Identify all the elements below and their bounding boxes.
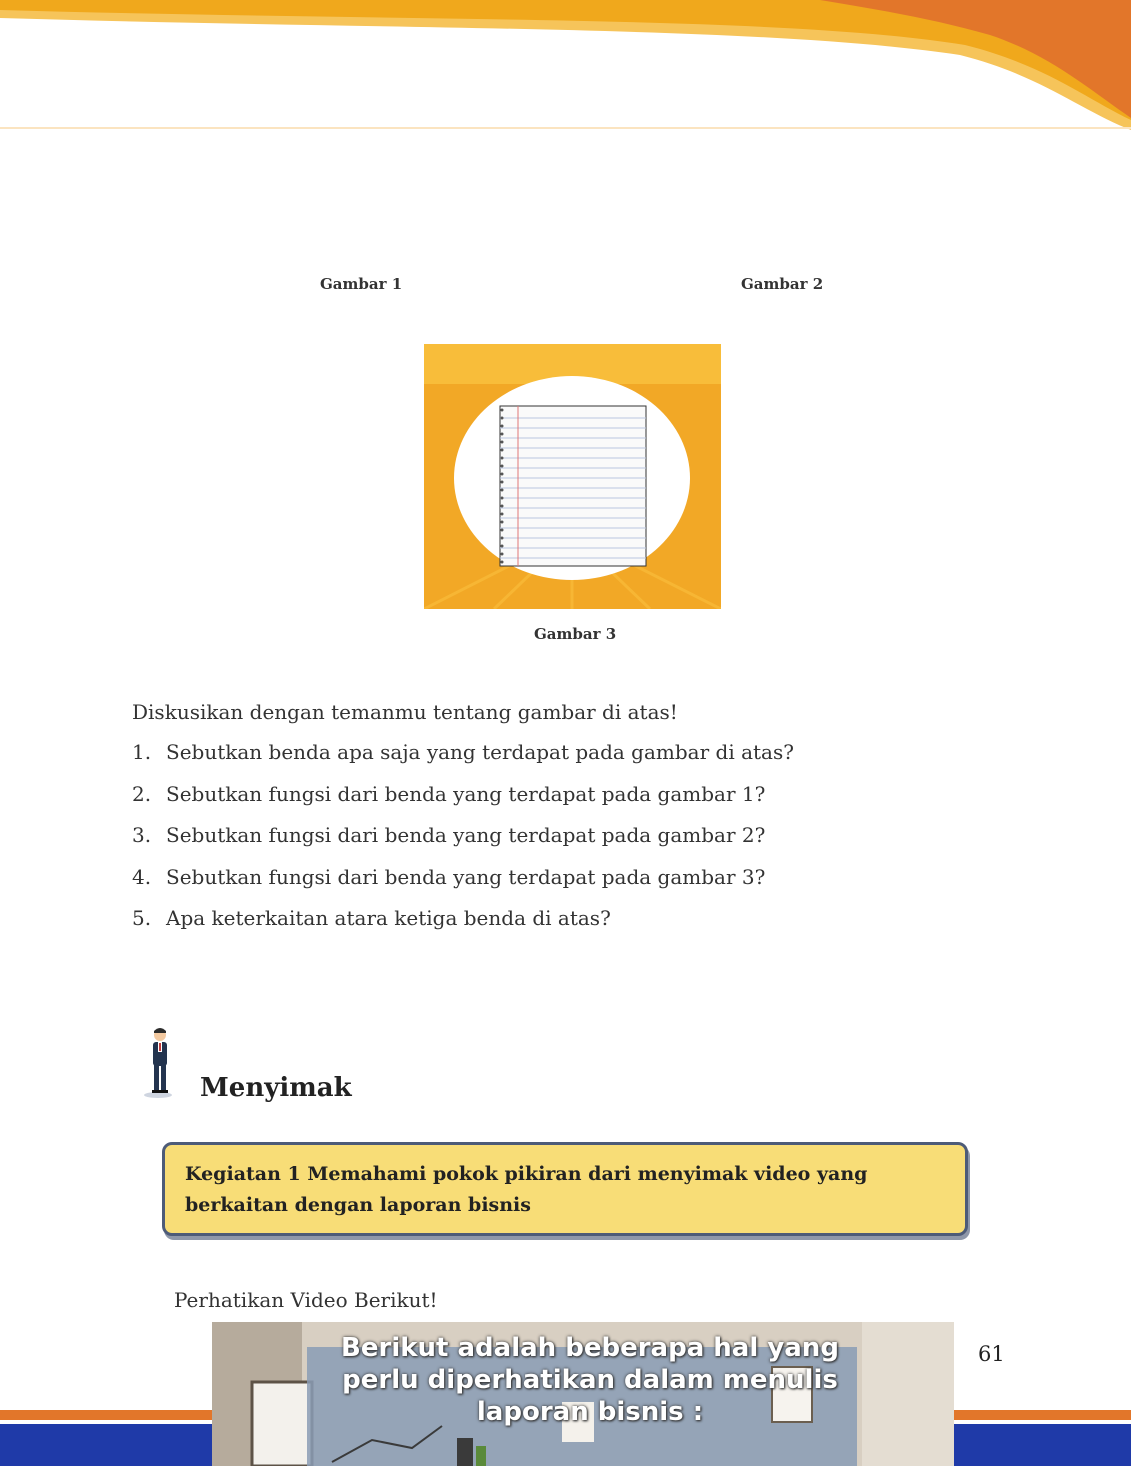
header-swoosh: [0, 0, 1131, 140]
page-number: 61: [978, 1342, 1005, 1366]
question-item: [132, 823, 765, 847]
discussion-intro: Diskusikan dengan temanmu tentang gambar di atas!: [132, 700, 678, 724]
section-title: Menyimak: [200, 1073, 352, 1103]
question-number: 3.: [132, 823, 152, 847]
question-item: [132, 906, 611, 930]
video-caption: [310, 1332, 870, 1428]
video-caption-line: laporan bisnis :: [476, 1397, 704, 1427]
question-item: [132, 740, 794, 764]
question-number: 4.: [132, 865, 152, 889]
businessman-icon: [140, 1025, 180, 1100]
activity-box: [162, 1142, 968, 1236]
question-text: Apa keterkaitan atara ketiga benda di atas?: [166, 906, 611, 930]
gambar3-caption: Gambar 3: [534, 625, 617, 643]
gambar2-caption: Gambar 2: [741, 275, 824, 293]
video-player[interactable]: [212, 1322, 954, 1466]
question-number: 1.: [132, 740, 152, 764]
video-caption-line: Berikut adalah beberapa hal yang: [341, 1333, 839, 1363]
question-number: 5.: [132, 906, 152, 930]
video-caption-line: perlu diperhatikan dalam menulis: [342, 1365, 838, 1395]
question-item: [132, 782, 765, 806]
question-text: Sebutkan fungsi dari benda yang terdapat pada gambar 1?: [166, 782, 766, 806]
question-item: [132, 865, 765, 889]
question-number: 2.: [132, 782, 152, 806]
notebook-paper-illustration: [424, 344, 721, 609]
question-text: Sebutkan fungsi dari benda yang terdapat pada gambar 2?: [166, 823, 766, 847]
activity-title: Kegiatan 1 Memahami pokok pikiran dari menyimak video yang berkaitan dengan laporan bisnis: [185, 1163, 868, 1216]
question-text: Sebutkan benda apa saja yang terdapat pada gambar di atas?: [166, 740, 794, 764]
video-instruction: Perhatikan Video Berikut!: [174, 1288, 438, 1312]
question-text: Sebutkan fungsi dari benda yang terdapat pada gambar 3?: [166, 865, 766, 889]
gambar1-caption: Gambar 1: [320, 275, 403, 293]
